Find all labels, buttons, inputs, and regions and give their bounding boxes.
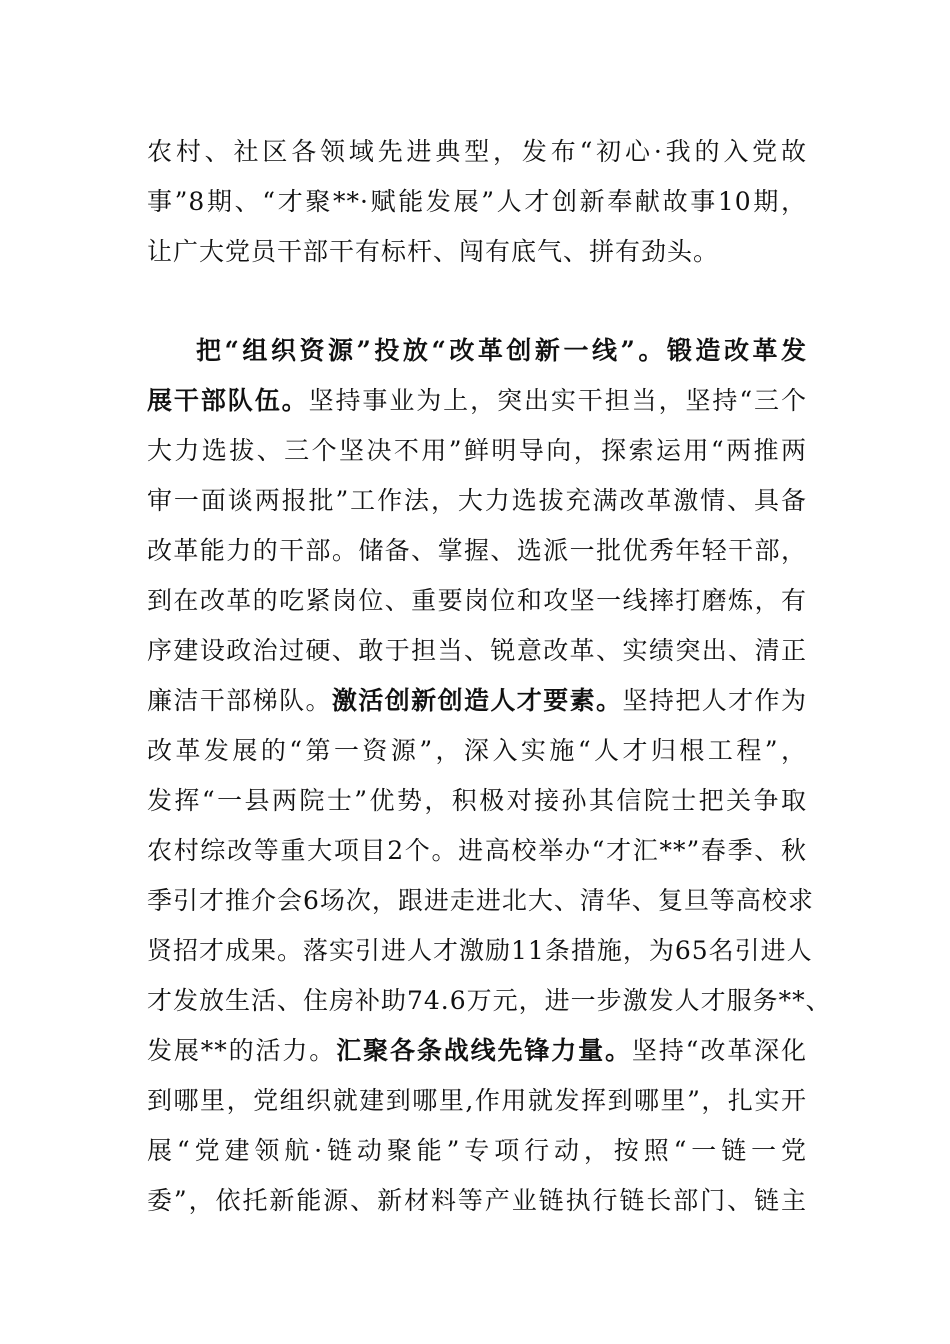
body-text: 坚持把人才作为	[622, 686, 807, 715]
subheading: 汇聚各条战线先锋力量。	[336, 1036, 632, 1065]
paragraph-line	[147, 384, 807, 418]
paragraph-line: 到在改革的吃紧岗位、重要岗位和攻坚一线摔打磨炼，有	[147, 586, 807, 615]
paragraph-line	[196, 334, 807, 368]
paragraph-line: 让广大党员干部干有标杆、闯有底气、拼有劲头。	[147, 237, 720, 266]
paragraph-line: 展“党建领航·链动聚能”专项行动，按照“一链一党	[147, 1136, 807, 1165]
paragraph-line: 大力选拔、三个坚决不用”鲜明导向，探索运用“两推两	[147, 436, 807, 465]
paragraph-line: 委”，依托新能源、新材料等产业链执行链长部门、链主	[147, 1186, 807, 1215]
body-text: 廉洁干部梯队。	[147, 686, 332, 715]
subheading: 展干部队伍。	[147, 386, 309, 415]
paragraph-line: 农村综改等重大项目2个。进高校举办“才汇**”春季、秋	[147, 836, 807, 865]
paragraph-line: 贤招才成果。落实引进人才激励11条措施，为65名引进人	[147, 936, 813, 965]
paragraph-line: 到哪里，党组织就建到哪里,作用就发挥到哪里”，扎实开	[147, 1086, 807, 1115]
section-heading: 把“组织资源”投放“改革创新一线”。锻造改革发	[196, 336, 807, 365]
paragraph-line: 才发放生活、住房补助74.6万元，进一步激发人才服务**、	[147, 986, 832, 1015]
subheading: 激活创新创造人才要素。	[331, 686, 623, 715]
paragraph-line: 改革能力的干部。储备、掌握、选派一批优秀年轻干部，	[147, 536, 807, 565]
body-text: 坚持事业为上，突出实干担当，坚持“三个	[308, 386, 807, 415]
paragraph-line: 改革发展的“第一资源”，深入实施“人才归根工程”，	[147, 736, 807, 765]
paragraph-line: 序建设政治过硬、敢于担当、锐意改革、实绩突出、清正	[147, 636, 807, 665]
paragraph-line: 审一面谈两报批”工作法，大力选拔充满改革激情、具备	[147, 486, 807, 515]
body-text: 发展**的活力。	[147, 1036, 337, 1065]
paragraph-line	[147, 1034, 807, 1068]
paragraph-line: 发挥“一县两院士”优势，积极对接孙其信院士把关争取	[147, 786, 807, 815]
body-text: 坚持“改革深化	[631, 1036, 807, 1065]
paragraph-line: 季引才推介会6场次，跟进走进北大、清华、复旦等高校求	[147, 886, 814, 915]
paragraph-line: 事”8期、“才聚**·赋能发展”人才创新奉献故事10期，	[147, 187, 807, 216]
paragraph-line: 农村、社区各领域先进典型，发布“初心·我的入党故	[147, 137, 807, 166]
paragraph-line	[147, 684, 807, 718]
